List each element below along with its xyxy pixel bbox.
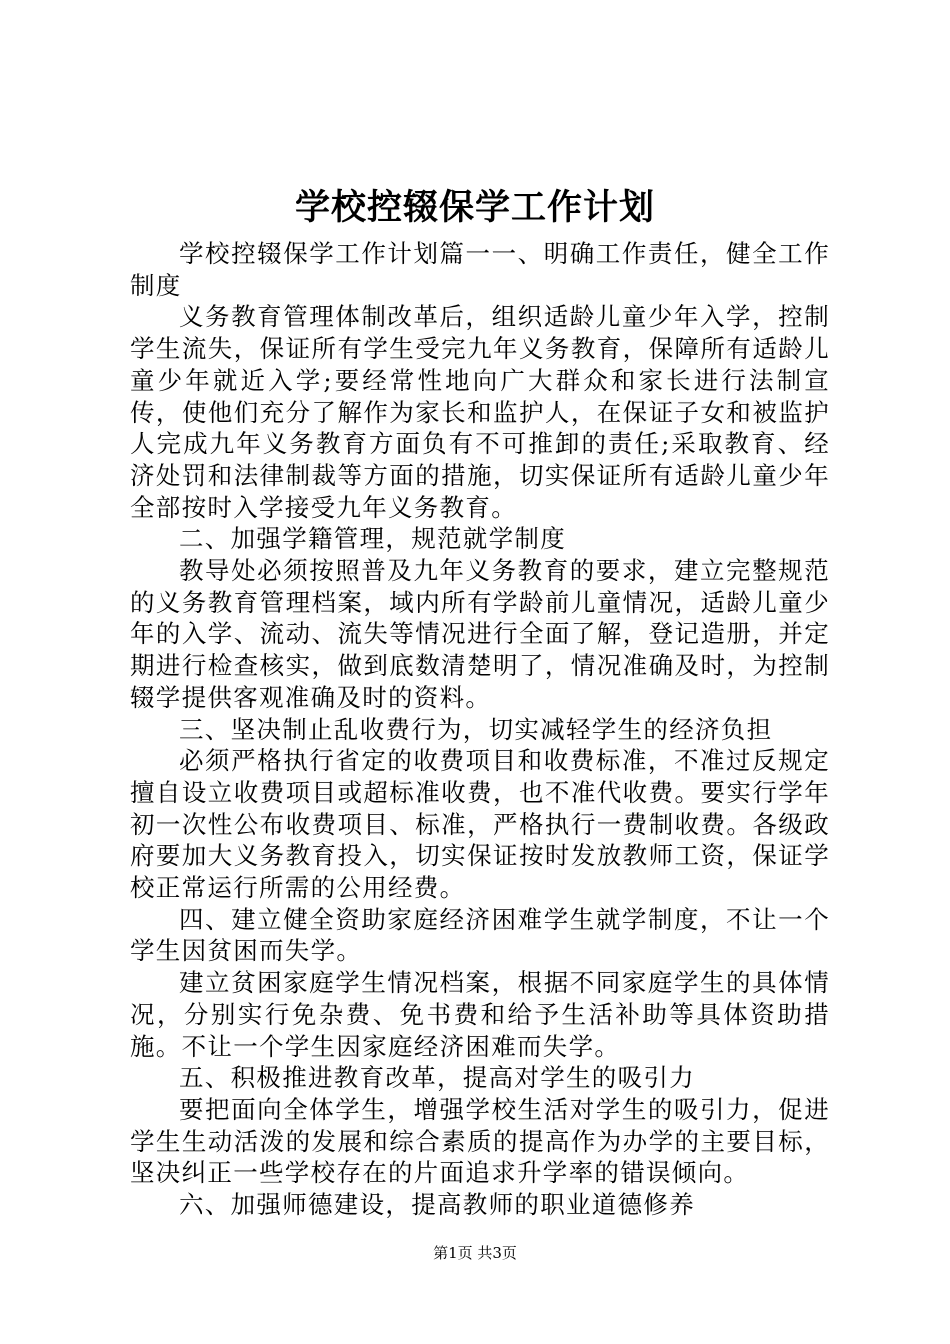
paragraph-11: 六、加强师德建设，提高教师的职业道德修养 — [179, 1190, 695, 1220]
document-title: 学校控辍保学工作计划 — [294, 187, 655, 228]
paragraph-3: 二、加强学籍管理，规范就学制度 — [179, 524, 566, 554]
document-body — [130, 238, 830, 1221]
paragraph-4: 教导处必须按照普及九年义务教育的要求，建立完整规范的义务教育管理档案，域内所有学龄前儿童情况，适龄儿童少年的入学、流动、流失等情况进行全面了解，登记造册，并定期进行检查核实，做到底数清楚明了，情况准确及时，为控制辍学提供客观准确及时的资料。 — [130, 556, 830, 712]
page-number-footer: 第1页 共3页 — [433, 1244, 517, 1262]
paragraph-7: 四、建立健全资助家庭经济困难学生就学制度，不让一个学生因贫困而失学。 — [130, 904, 830, 966]
paragraph-9: 五、积极推进教育改革，提高对学生的吸引力 — [179, 1063, 695, 1093]
paragraph-10: 要把面向全体学生，增强学校生活对学生的吸引力，促进学生生动活泼的发展和综合素质的提高作为办学的主要目标，坚决纠正一些学校存在的片面追求升学率的错误倾向。 — [130, 1094, 830, 1188]
paragraph-5: 三、坚决制止乱收费行为，切实减轻学生的经济负担 — [179, 714, 773, 744]
paragraph-6: 必须严格执行省定的收费项目和收费标准，不准过反规定擅自设立收费项目或超标准收费，也不准代收费。要实行学年初一次性公布收费项目、标准，严格执行一费制收费。各级政府要加大义务教育投入，切实保证按时发放教师工资，保证学校正常运行所需的公用经费。 — [130, 746, 830, 903]
paragraph-1: 学校控辍保学工作计划篇一一、明确工作责任，健全工作制度 — [130, 239, 830, 300]
paragraph-2: 义务教育管理体制改革后，组织适龄儿童少年入学，控制学生流失，保证所有学生受完九年义务教育，保障所有适龄儿童少年就近入学;要经常性地向广大群众和家长进行法制宣传，使他们充分了解作为家长和监护人，在保证子女和被监护人完成九年义务教育方面负有不可推卸的责任;采取教育、经济处罚和法律制裁等方面的措施，切实保证所有适龄儿童少年全部按时入学接受九年义务教育。 — [130, 302, 830, 522]
paragraph-8: 建立贫困家庭学生情况档案，根据不同家庭学生的具体情况，分别实行免杂费、免书费和给予生活补助等具体资助措施。不让一个学生因家庭经济困难而失学。 — [130, 968, 830, 1061]
